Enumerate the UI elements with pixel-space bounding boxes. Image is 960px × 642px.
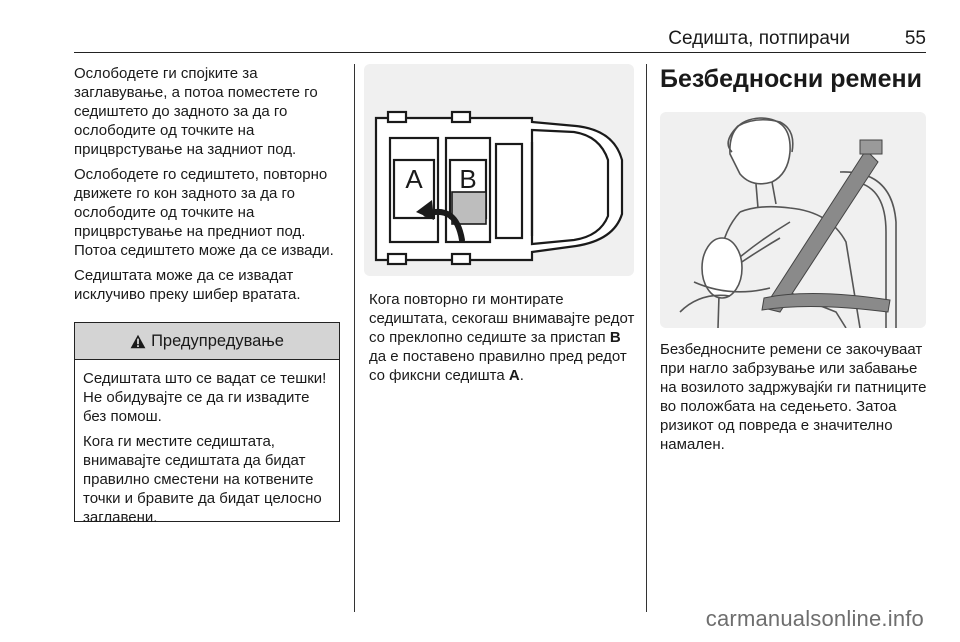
seatbelt-drawing — [660, 112, 926, 328]
caption-text: . — [519, 367, 524, 384]
seat-label-a: A — [405, 164, 423, 194]
paragraph: Безбедносните ремени се закочуваат при нагло забрзување или забавање на возилото задржувајќи ги патниците во положбата на седењето. Затоа ризикот од повреда е значително намален. — [660, 341, 927, 453]
page-number: 55 — [904, 28, 926, 49]
warning-triangle-icon — [130, 334, 146, 349]
van-seat-illustration — [364, 64, 634, 276]
paragraph: Ослободете го седиштето, повторно движете го кон задното за да го ослободите од точките на прицврстување на предниот под. Потоа седиштето може да се извади. — [74, 166, 334, 259]
column-right — [660, 64, 928, 100]
caption-ref-a: A — [508, 367, 520, 384]
caption-text: да е поставено правилно пред редот со фиксни седишта — [369, 348, 627, 384]
page-header — [74, 28, 926, 53]
caption-text: Кога повторно ги монтирате седиштата, секогаш внимавајте редот со преклопно седиште за пристап — [369, 291, 635, 346]
paragraph: Кога ги местите седиштата, внимавајте седиштата да бидат правилно сместени на котвените точки и бравите да бидат целосно заглавени. — [83, 433, 322, 526]
column-divider — [354, 64, 355, 612]
watermark-text: carmanualsonline.info — [705, 606, 924, 631]
section-title: Безбедносни ремени — [660, 65, 922, 93]
paragraph: Седиштата што се вадат се тешки! Не обидувајте се да ги извадите без помош. — [83, 370, 327, 425]
paragraph: Седиштата може да се извадат исклучиво преку шибер вратата. — [74, 267, 301, 303]
van-seat-diagram — [364, 64, 634, 276]
caption-ref-b: B — [609, 329, 621, 346]
column-left — [74, 64, 350, 310]
seat-label-b: B — [459, 164, 477, 194]
column-right-text — [660, 340, 928, 460]
column-divider — [646, 64, 647, 612]
warning-box — [74, 322, 340, 526]
warning-title: Предупредување — [151, 331, 284, 350]
figure-caption — [369, 290, 635, 385]
seatbelt-illustration — [660, 112, 926, 328]
warning-body — [75, 360, 339, 527]
column-middle — [369, 290, 635, 391]
warning-header — [75, 323, 339, 360]
header-title: Седишта, потпирачи — [668, 28, 850, 49]
paragraph: Ослободете ги спојките за заглавување, а потоа поместете го седиштето до задното за да го ослободите од точките на прицврстување на задниот под. — [74, 65, 318, 158]
